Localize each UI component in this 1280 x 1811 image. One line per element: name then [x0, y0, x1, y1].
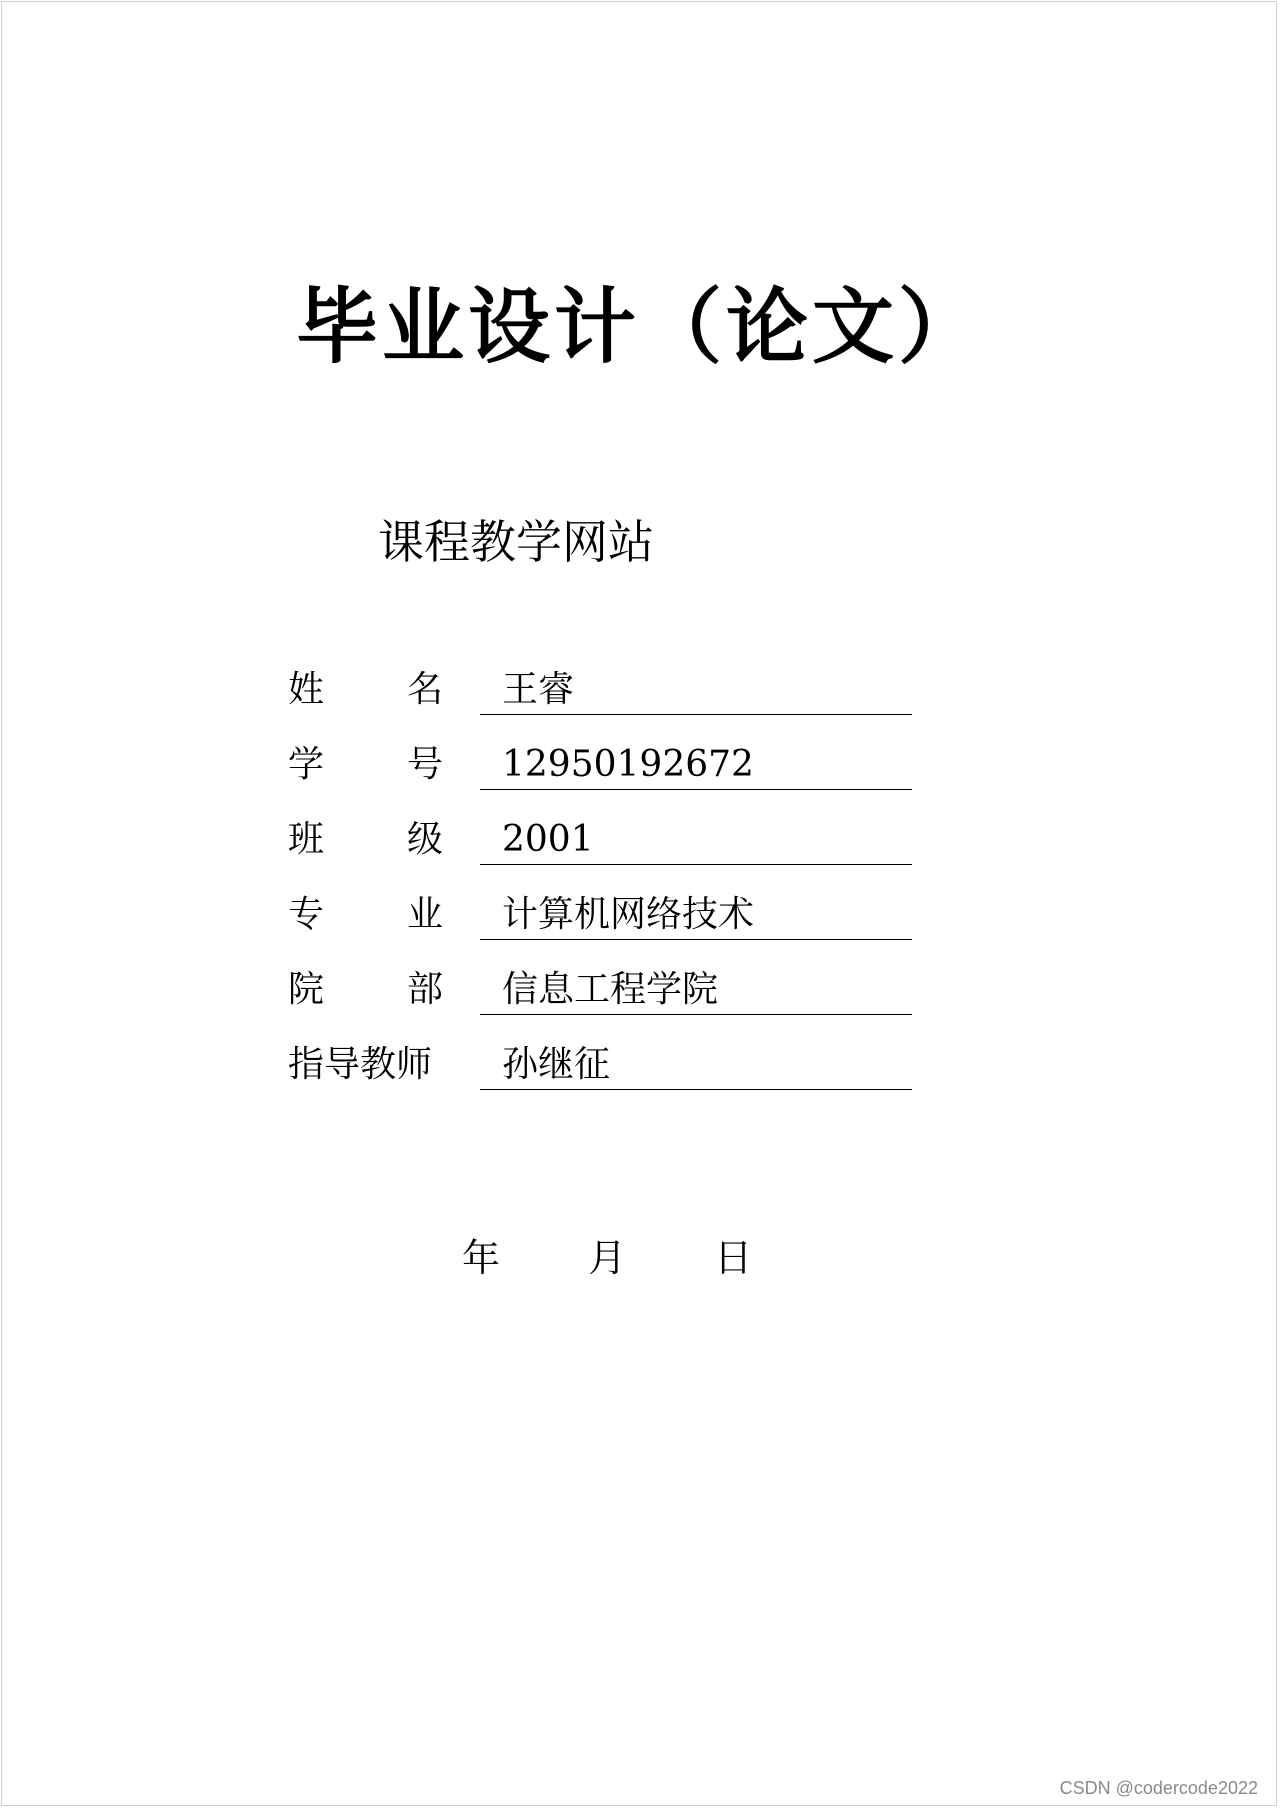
field-value: 计算机网络技术 [502, 894, 755, 935]
field-row-student-id [288, 737, 912, 793]
field-value: 孙继征 [502, 1044, 611, 1085]
field-label-text: 指导教师 [288, 1044, 433, 1085]
date-year-label: 年 [462, 1236, 501, 1280]
field-row-major [288, 887, 912, 943]
field-label [288, 887, 443, 943]
field-label [288, 812, 443, 868]
field-label-char: 级 [406, 819, 443, 860]
field-value: 信息工程学院 [502, 969, 719, 1010]
date-month-label: 月 [588, 1236, 627, 1280]
field-label [288, 662, 443, 718]
field-value-line [480, 737, 912, 790]
field-value-line [480, 812, 912, 865]
document-title: 毕业设计（论文） [295, 279, 984, 375]
field-label-char: 学 [288, 744, 325, 785]
field-label-char: 姓 [288, 669, 325, 710]
field-value-line [480, 662, 912, 715]
date-line [462, 1230, 752, 1286]
field-value-line [480, 962, 912, 1015]
field-value-line [480, 887, 912, 940]
field-value: 王睿 [502, 669, 575, 710]
field-row-advisor [288, 1037, 912, 1093]
field-label [288, 737, 443, 793]
field-label [288, 1037, 443, 1093]
field-label-char: 部 [406, 969, 443, 1010]
source-watermark: CSDN @codercode2022 [1059, 1778, 1258, 1798]
field-label-char: 专 [288, 894, 325, 935]
date-day-label: 日 [714, 1236, 753, 1280]
field-label-char: 号 [406, 744, 443, 785]
field-value-line [480, 1037, 912, 1090]
field-row-class [288, 812, 912, 868]
field-row-name [288, 662, 912, 718]
field-value: 12950192672 [502, 744, 754, 785]
field-label-char: 业 [406, 894, 443, 935]
field-label-char: 名 [406, 669, 443, 710]
field-label [288, 962, 443, 1018]
field-value: 2001 [502, 819, 594, 860]
thesis-subject: 课程教学网站 [378, 515, 654, 569]
field-label-char: 院 [288, 969, 325, 1010]
field-label-char: 班 [288, 819, 325, 860]
field-row-department [288, 962, 912, 1018]
